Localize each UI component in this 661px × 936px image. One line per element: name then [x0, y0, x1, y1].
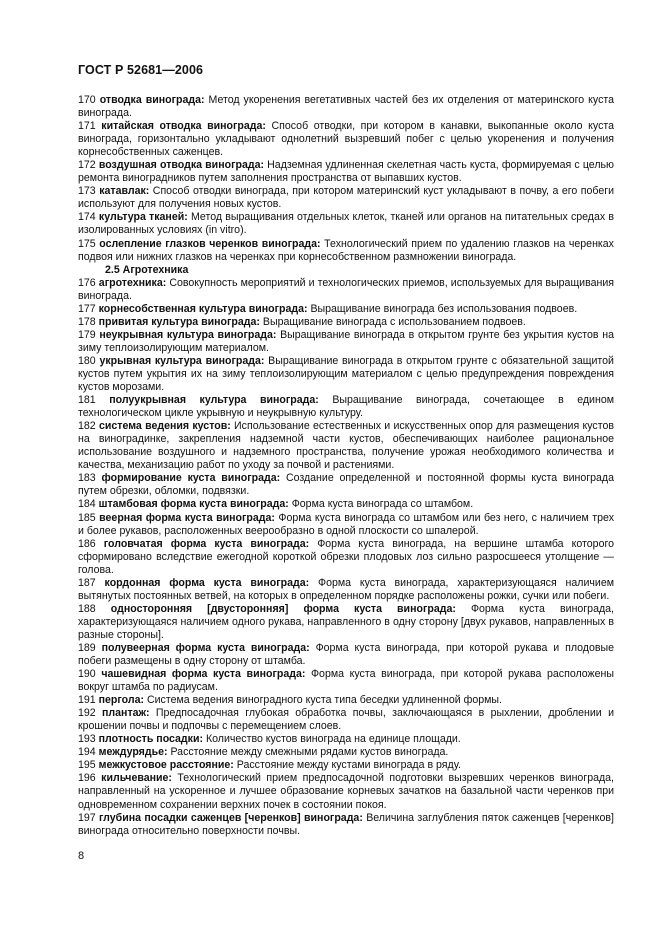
term-number: 184 [78, 498, 96, 511]
term-definition: Форма куста винограда, характеризующаяся наличием одного рукава, направленного в одну сторону [двух рукавов, направленных в разные стороны]. [78, 602, 614, 641]
term-definition: Форма куста винограда, при которой рукава и плодовые побеги размещены в одну сторону от штамба. [78, 641, 614, 668]
term-entry [78, 772, 614, 811]
term-name: головчатая форма куста винограда: [103, 537, 310, 550]
term-name: плантаж: [102, 707, 150, 720]
term-name: междурядье: [98, 746, 168, 759]
term-definition: Выращивание винограда в открытом грунте без укрытия кустов на зиму теплоизолирующим материалом. [78, 328, 614, 354]
term-number: 194 [78, 746, 96, 759]
term-number: 174 [78, 211, 96, 224]
term-name: ослепление глазков черенков винограда: [99, 237, 321, 250]
term-name: полуукрывная культура винограда: [109, 394, 319, 407]
term-name: штамбовая форма куста винограда: [98, 498, 289, 511]
term-name: агротехника: [98, 276, 167, 289]
term-list-section-2-4 [78, 94, 614, 264]
term-number: 188 [78, 602, 96, 615]
term-name: система ведения кустов: [98, 420, 231, 433]
term-definition: Величина заглубления пяток саженцев [черенков] винограда относительно поверхности почвы. [78, 811, 614, 837]
term-name: плотность посадки: [98, 733, 204, 746]
term-definition: Предпосадочная глубокая обработка почвы, заключающаяся в рыхлении, дроблении и крошении почвы и подпочвы с перемещением слоев. [78, 707, 614, 733]
term-entry [78, 577, 614, 603]
term-name: отводка винограда: [99, 94, 205, 106]
term-entry [78, 159, 614, 185]
term-number: 192 [78, 707, 96, 720]
term-number: 182 [78, 420, 96, 433]
term-definition: Форма куста винограда, при которой рукава расположены вокруг штамба по радиусам. [78, 668, 614, 694]
term-definition: Использование естественных и искусственных опор для размещения кустов на виноградинке, закрепления надземной части кустов, обеспечивающих наиболее рациональное использование воздушного и надземного пространства, получение урожая необходимого количества и качества, механизацию работ по уходу за почвой и растениями. [78, 420, 614, 472]
term-number: 195 [78, 759, 96, 772]
term-entry [78, 694, 614, 707]
term-entry [78, 303, 614, 316]
term-definition: Способ отводки винограда, при котором материнский куст укладывают в почву, а его побеги используют для получения новых кустов. [78, 185, 614, 211]
term-definition: Количество кустов винограда на единице площади. [205, 733, 461, 746]
term-number: 177 [78, 302, 96, 315]
term-list-section-2-5 [78, 277, 614, 838]
term-number: 176 [78, 276, 96, 289]
term-entry [78, 94, 614, 120]
term-definition: Система ведения виноградного куста типа беседки удлиненной формы. [146, 694, 502, 707]
page-number: 8 [78, 850, 85, 862]
term-entry [78, 420, 614, 472]
document-header: ГОСТ Р 52681—2006 [78, 63, 204, 77]
term-number: 183 [78, 472, 96, 485]
term-entry [78, 812, 614, 838]
term-definition: Выращивание винограда, сочетающее в едином технологическом цикле укрывную и неукрывную культуру. [78, 394, 615, 420]
term-name: привитая культура винограда: [98, 315, 260, 328]
term-entry [78, 538, 614, 577]
page-content [78, 94, 614, 838]
term-definition: Метод выращивания отдельных клеток, тканей или органов на питательных средах в изолированных условиях (in vitro). [78, 211, 614, 237]
term-definition: Метод укоренения вегетативных частей без их отделения от материнского куста винограда. [78, 94, 614, 120]
term-number: 175 [78, 237, 96, 250]
term-name: веерная форма куста винограда: [99, 511, 275, 524]
term-definition: Форма куста винограда, характеризующаяся наличием вытянутых постоянных ветвей, на которых в определенном порядке расположены рожки, сучки или побеги. [78, 576, 614, 602]
term-number: 178 [78, 315, 96, 328]
term-number: 196 [78, 772, 96, 785]
term-entry [78, 707, 614, 733]
term-number: 172 [78, 159, 96, 172]
term-entry [78, 642, 614, 668]
term-definition: Совокупность мероприятий и технологических приемов, используемых для выращивания винограда. [78, 276, 614, 302]
term-definition: Выращивание винограда в открытом грунте с обязательной защитой кустов путем укрытия их на зиму теплоизолирующим материалом с целью предупреждения повреждения кустов морозами. [78, 354, 614, 394]
term-entry [78, 668, 614, 694]
term-entry [78, 603, 614, 642]
term-name: воздушная отводка винограда: [98, 159, 264, 172]
term-entry [78, 329, 614, 355]
term-entry [78, 498, 614, 511]
term-definition: Создание определенной и постоянной формы куста винограда путем обрезки, обломки, подвязки. [78, 472, 614, 498]
term-number: 187 [78, 576, 96, 589]
term-entry [78, 316, 614, 329]
term-name: кильчевание: [101, 772, 172, 785]
term-definition: Форма куста винограда со штамбом. [291, 498, 474, 511]
term-number: 181 [78, 394, 96, 407]
term-name: культура тканей: [98, 211, 188, 224]
term-definition: Расстояние между кустами винограда в ряду. [236, 759, 461, 772]
term-name: катавлак: [99, 185, 150, 198]
term-definition: Форма куста винограда со штамбом или без него, с наличием трех и более рукавов, расположенных веерообразно в одной плоскости со шпалерой. [78, 511, 614, 537]
term-entry [78, 733, 614, 746]
term-name: неукрывная культура винограда: [99, 328, 277, 341]
term-name: чашевидная форма куста винограда: [101, 668, 306, 681]
term-entry [78, 185, 614, 211]
term-name: формирование куста винограда: [101, 472, 281, 485]
term-definition: Технологический прием по удалению глазков на черенках подвоя или нижних глазков на черенках при корнесобственном размножении винограда. [78, 237, 614, 263]
term-name: межкустовое расстояние: [98, 759, 234, 772]
term-entry [78, 120, 614, 159]
term-entry [78, 211, 614, 237]
term-definition: Выращивание винограда без использования подвоев. [310, 302, 578, 315]
term-name: полувеерная форма куста винограда: [101, 641, 310, 654]
term-number: 171 [78, 120, 96, 133]
term-number: 197 [78, 811, 96, 824]
term-number: 191 [78, 694, 96, 707]
term-name: китайская отводка винограда: [101, 120, 266, 133]
term-definition: Форма куста винограда, на вершине штамба которого сформировано вследствие ежегодной короткой обрезки плодовых лоз сильно разросшееся утолщение — голова. [78, 537, 614, 576]
term-number: 170 [78, 94, 96, 106]
term-entry [78, 746, 614, 759]
term-number: 193 [78, 733, 96, 746]
term-number: 190 [78, 668, 96, 681]
term-entry [78, 277, 614, 303]
term-number: 186 [78, 537, 96, 550]
term-definition: Способ отводки, при котором в канавки, выкопанные около куста винограда, горизонтально укладывают однолетний вызревший побег с целью укоренения и получения корнесобственных саженцев. [78, 120, 614, 159]
term-number: 173 [78, 185, 96, 198]
term-number: 185 [78, 511, 96, 524]
term-entry [78, 472, 614, 498]
term-entry [78, 759, 614, 772]
term-name: глубина посадки саженцев [черенков] винограда: [99, 811, 363, 824]
term-number: 180 [78, 354, 96, 367]
term-entry [78, 355, 614, 394]
term-definition: Расстояние между смежными рядами кустов винограда. [170, 746, 449, 759]
term-name: пергола: [98, 694, 145, 707]
term-entry [78, 512, 614, 538]
term-entry [78, 238, 614, 264]
term-name: односторонняя [двусторонняя] форма куста винограда: [110, 602, 456, 615]
term-number: 189 [78, 641, 96, 654]
term-number: 179 [78, 328, 96, 341]
term-name: кордонная форма куста винограда: [104, 576, 310, 589]
term-name: укрывная культура винограда: [99, 354, 265, 367]
term-definition: Надземная удлиненная скелетная часть куста, формируемая с целью ремонта виноградников путем заполнения пространства от выпавших кустов. [78, 159, 614, 185]
term-entry [78, 394, 614, 420]
term-name: корнесобственная культура винограда: [98, 302, 308, 315]
term-definition: Технологический прием предпосадочной подготовки вызревших черенков винограда, направленный на ускоренное и лучшее образование корневых зачатков на базальной части черенков при одновременном сохранении верхних почек в состоянии покоя. [78, 772, 614, 811]
section-heading: 2.5 Агротехника [105, 263, 189, 276]
term-definition: Выращивание винограда с использованием подвоев. [262, 315, 526, 328]
